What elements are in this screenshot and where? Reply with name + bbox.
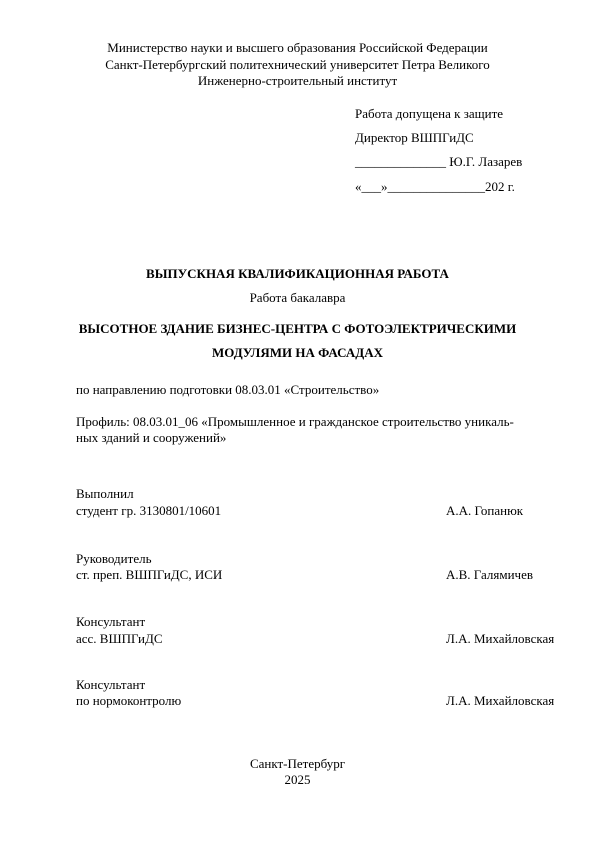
signature-role-title: Руководитель — [76, 551, 152, 566]
university-line: Санкт-Петербургский политехнический университет Петра Великого — [105, 57, 490, 72]
signature-name: Л.А. Михайловская — [446, 693, 555, 708]
signature-role-detail: асс. ВШПГиДС — [76, 631, 163, 646]
work-type-title: ВЫПУСКНАЯ КВАЛИФИКАЦИОННАЯ РАБОТА — [146, 266, 449, 281]
signature-name: А.В. Галямичев — [446, 567, 533, 582]
approval-director: Директор ВШПГиДС — [355, 130, 474, 145]
degree-subtitle: Работа бакалавра — [249, 290, 346, 305]
signature-role-title: Консультант — [76, 614, 146, 629]
topic-line-1: ВЫСОТНОЕ ЗДАНИЕ БИЗНЕС-ЦЕНТРА С ФОТОЭЛЕКТРИЧЕСКИМИ — [78, 321, 517, 336]
study-direction: по направлению подготовки 08.03.01 «Строительство» — [76, 382, 380, 397]
profile-line-1: Профиль: 08.03.01_06 «Промышленное и гражданское строительство уникаль- — [76, 414, 514, 429]
signature-role-title: Выполнил — [76, 486, 134, 501]
signature-role-detail: по нормоконтролю — [76, 693, 182, 708]
approval-admitted: Работа допущена к защите — [355, 106, 504, 121]
signature-role-title: Консультант — [76, 677, 146, 692]
signature-name: А.А. Гопанюк — [446, 503, 524, 518]
signature-role-detail: ст. преп. ВШПГиДС, ИСИ — [76, 567, 223, 582]
footer-city: Санкт-Петербург — [249, 756, 346, 771]
profile-line-2: ных зданий и сооружений» — [76, 430, 227, 445]
approval-date-line: «___»_______________202 г. — [355, 179, 515, 194]
institute-line: Инженерно-строительный институт — [197, 73, 398, 88]
ministry-line: Министерство науки и высшего образования Российской Федерации — [107, 40, 488, 55]
topic-line-2: МОДУЛЯМИ НА ФАСАДАХ — [211, 345, 384, 360]
signature-name: Л.А. Михайловская — [446, 631, 555, 646]
signature-role-detail: студент гр. 3130801/10601 — [76, 503, 222, 518]
footer-year: 2025 — [284, 772, 311, 787]
approval-signature-line: ______________ Ю.Г. Лазарев — [355, 154, 523, 169]
